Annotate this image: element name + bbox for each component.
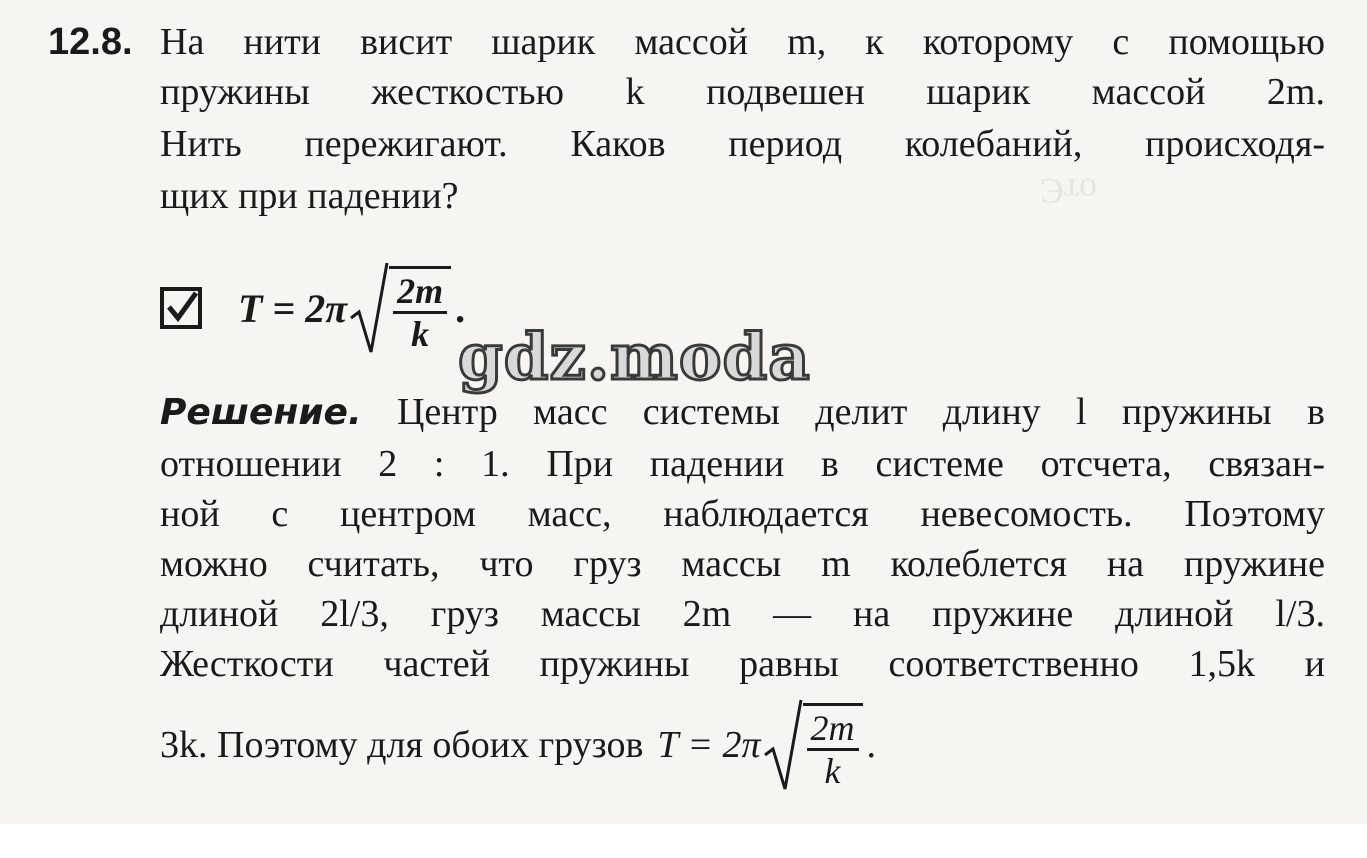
final-square-root <box>763 697 863 793</box>
solution-final-line <box>160 690 876 800</box>
solution-line-1 <box>160 386 1325 439</box>
problem-line-3: Нить пережигают. Каков период колебаний, происходя- <box>160 123 1325 165</box>
radical-sign-icon <box>349 260 389 356</box>
reverse-side-bleed: Это <box>1040 171 1098 211</box>
answer-formula <box>238 260 465 356</box>
watermark: gdz.moda <box>458 320 811 395</box>
solution-line-2: отношении 2 : 1. При падении в системе отсчета, связан- <box>160 443 1325 485</box>
answer-formula-lhs: T = 2π <box>238 285 348 331</box>
problem-line-4: щих при падении? <box>160 175 459 217</box>
solution-line-3: ной с центром масс, наблюдается невесомость. Поэтому <box>160 493 1325 535</box>
problem-number: 12.8. <box>48 21 133 63</box>
solution-line-1-text: Центр масс системы делит длину l пружины в <box>361 391 1325 433</box>
answer-fraction <box>389 266 451 356</box>
solution-line-5: длиной 2l/3, груз массы 2m — на пружине длиной l/3. <box>160 593 1325 635</box>
solution-label: Решение. <box>160 392 362 433</box>
solution-final-formula-lhs: T = 2π <box>657 724 761 766</box>
page-bottom-margin <box>0 824 1367 858</box>
checkmark-icon <box>160 287 202 329</box>
answer-numerator: 2m <box>393 269 447 314</box>
final-denominator: k <box>824 751 841 791</box>
final-fraction <box>803 703 863 793</box>
square-root <box>349 260 451 356</box>
problem-line-2: пружины жесткостью k подвешен шарик массой 2m. <box>160 71 1325 113</box>
answer-denominator: k <box>411 314 430 354</box>
problem-line-1: На нити висит шарик массой m, к которому с помощью <box>160 21 1325 63</box>
final-terminator: . <box>866 724 877 766</box>
final-radical-sign-icon <box>763 697 803 793</box>
solution-line-6: Жесткости частей пружины равны соответственно 1,5k и <box>160 643 1325 685</box>
solution-final-text: 3k. Поэтому для обоих грузов <box>160 724 644 766</box>
answer-block <box>160 258 465 358</box>
answer-terminator: . <box>455 285 466 331</box>
solution-line-4: можно считать, что груз массы m колеблется на пружине <box>160 543 1325 585</box>
final-numerator: 2m <box>807 706 859 751</box>
